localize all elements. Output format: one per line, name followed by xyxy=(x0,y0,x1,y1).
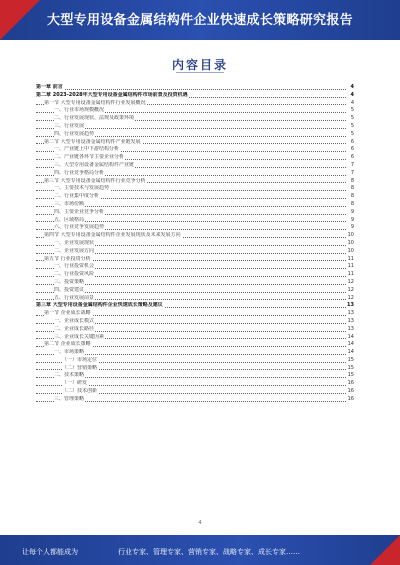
page-number: 4 xyxy=(198,520,202,526)
toc-entry-title: 一、产业链上中下游结构分析 xyxy=(54,146,120,153)
toc-entry[interactable] xyxy=(36,271,354,279)
toc-entry[interactable] xyxy=(36,279,354,287)
toc-entry-title: 三、大型专用设备金属结构件产业链 xyxy=(54,161,135,168)
toc-entry-title: （一）市场定位 xyxy=(62,356,98,363)
toc-entry-title: 三、管理策略 xyxy=(54,395,85,402)
toc-entry[interactable] xyxy=(36,201,354,209)
toc-entry[interactable] xyxy=(36,232,354,240)
toc-entry-title: 第一节 企业成长战略 xyxy=(44,310,91,317)
toc-entry[interactable] xyxy=(36,334,354,342)
toc-entry[interactable] xyxy=(36,295,354,303)
toc-entry[interactable] xyxy=(36,139,354,147)
toc-entry-page: 5 xyxy=(350,130,354,137)
toc-entry-page: 8 xyxy=(350,193,354,200)
toc-entry[interactable] xyxy=(36,396,354,404)
toc-entry-title: 四、投资建议 xyxy=(54,286,85,293)
toc-entry[interactable] xyxy=(36,131,354,139)
toc-entry-page: 5 xyxy=(350,107,354,114)
toc-entry[interactable] xyxy=(36,256,354,264)
toc-entry-title: 三、企业成长关键因素 xyxy=(54,333,105,340)
toc-entry[interactable] xyxy=(36,107,354,115)
toc-entry[interactable] xyxy=(36,365,354,373)
toc-entry-page: 13 xyxy=(347,317,354,324)
toc-entry-title: 第二章 2023-2028年大型专用设备金属结构件市场前景及投资机遇 xyxy=(36,91,188,98)
toc-entry-title: 四、行业竞争格局分析 xyxy=(54,169,105,176)
toc-entry-title: 一、企业发展现状 xyxy=(54,239,95,246)
toc-entry-title: 第一章 前言 xyxy=(36,84,63,90)
toc-entry[interactable] xyxy=(36,154,354,162)
toc-entry[interactable] xyxy=(36,357,354,365)
toc-entry-title: 第三章 大型专用设备金属结构件企业快速成长策略及建议 xyxy=(36,302,163,309)
toc-entry-page: 4 xyxy=(350,84,354,90)
toc-entry-title: 三、市场份额 xyxy=(54,200,85,207)
toc-entry-page: 8 xyxy=(350,200,354,207)
toc-entry-title: 一、主要技术与发展趋势 xyxy=(54,185,110,192)
toc-entry-title: 四、行业发展趋势 xyxy=(54,130,95,137)
toc-entry-title: 第一节 大型专用设备金属结构件行业发展概况 xyxy=(44,99,146,106)
toc-entry-page: 15 xyxy=(347,372,354,379)
toc-entry-title: 二、企业发展方向 xyxy=(54,247,95,254)
toc-heading: 内容目录 xyxy=(171,58,228,72)
toc-entry-title: 四、主要企业竞争分析 xyxy=(54,208,105,215)
toc-entry[interactable] xyxy=(36,193,354,201)
toc-entry-page: 10 xyxy=(347,239,354,246)
toc-entry-page: 12 xyxy=(347,286,354,293)
toc-entry[interactable] xyxy=(36,178,354,186)
toc-entry-title: 二、行业发展现状、法规及政策环境 xyxy=(54,115,135,122)
toc-entry[interactable] xyxy=(36,263,354,271)
toc-entry-page: 7 xyxy=(350,161,354,168)
toc-entry-page: 11 xyxy=(347,271,354,278)
toc-entry-page: 11 xyxy=(347,255,354,262)
toc-entry[interactable] xyxy=(36,287,354,295)
toc-entry-page: 8 xyxy=(350,177,354,184)
toc-entry-page: 10 xyxy=(347,232,354,239)
toc-entry-page: 5 xyxy=(350,122,354,129)
toc-entry-page: 6 xyxy=(350,138,354,145)
toc-entry-page: 9 xyxy=(350,224,354,231)
toc-entry-title: （一）研发 xyxy=(62,380,88,387)
toc-entry-title: 一、行业市场规模概况 xyxy=(54,107,105,114)
footer-accent-triangle xyxy=(370,535,400,565)
toc-entry-page: 13 xyxy=(347,310,354,317)
toc-entry[interactable] xyxy=(36,310,354,318)
toc-entry[interactable] xyxy=(36,318,354,326)
toc-entry-title: 第三节 大型专用设备金属结构件行业竞争分析 xyxy=(44,177,146,184)
toc-entry-title: 一、企业成长模式 xyxy=(54,317,95,324)
footer-slogan: 让每个人都能成为 xyxy=(22,548,78,556)
toc-entry-page: 6 xyxy=(350,154,354,161)
toc-entry-page: 16 xyxy=(347,388,354,395)
toc-entry-page: 7 xyxy=(350,169,354,176)
toc-entry-page: 12 xyxy=(347,294,354,301)
toc-entry-page: 4 xyxy=(350,91,354,98)
toc-entry[interactable] xyxy=(36,170,354,178)
report-title: 大型专用设备金属结构件企业快速成长策略研究报告 xyxy=(47,13,353,28)
toc-entry-page: 14 xyxy=(347,349,354,356)
toc-entry-page: 8 xyxy=(350,185,354,192)
toc-entry-title: 三、行业发展 xyxy=(54,122,85,129)
toc-entry-title: 一、市场策略 xyxy=(54,349,85,356)
toc-entry[interactable] xyxy=(36,217,354,225)
toc-entry[interactable] xyxy=(36,326,354,334)
toc-entry-title: （二）营销策略 xyxy=(62,364,98,371)
toc-entry[interactable] xyxy=(36,162,354,170)
toc-entry-page: 12 xyxy=(347,278,354,285)
footer-services: 行业专家、管理专家、营销专家、战略专家、成长专家…… xyxy=(118,548,300,556)
toc-entry-page: 9 xyxy=(350,216,354,223)
toc-entry-title: 二、企业成长路径 xyxy=(54,325,95,332)
toc-entry-page: 15 xyxy=(347,356,354,363)
heading-underline xyxy=(176,72,224,73)
toc-entry[interactable] xyxy=(36,209,354,217)
toc-entry-title: 第二节 企业成长策略 xyxy=(44,341,91,348)
toc-entry[interactable] xyxy=(36,146,354,154)
toc-entry-page: 14 xyxy=(347,341,354,348)
toc-entry[interactable] xyxy=(36,240,354,248)
toc-entry[interactable] xyxy=(36,100,354,108)
toc-entry-title: 第五节 行业投资分析 xyxy=(44,255,91,262)
toc-entry-page: 16 xyxy=(347,395,354,402)
toc-entry-title: 五、区域格局 xyxy=(54,216,85,223)
toc-entry-title: 一、行业投资机会 xyxy=(54,263,95,270)
toc-entry-page: 9 xyxy=(350,208,354,215)
toc-entry[interactable] xyxy=(36,224,354,232)
toc-entry-page: 4 xyxy=(350,99,354,106)
toc-entry[interactable] xyxy=(36,349,354,357)
toc-entry-title: 六、行业竞争发展趋势 xyxy=(54,224,105,231)
toc-entry-title: 三、投资策略 xyxy=(54,278,85,285)
toc-entry-page: 10 xyxy=(347,247,354,254)
toc-entry-title: 二、技术策略 xyxy=(54,372,85,379)
toc-entry[interactable] xyxy=(36,115,354,123)
toc-entry[interactable] xyxy=(36,388,354,396)
toc-entry[interactable] xyxy=(36,185,354,193)
toc-entry-title: 二、行业投资风险 xyxy=(54,271,95,278)
toc-entry-title: 第二节 大型专用设备金属结构件产业链发展 xyxy=(44,138,141,145)
toc-entry[interactable] xyxy=(36,302,354,310)
toc-entry[interactable] xyxy=(36,92,354,100)
toc-entry[interactable] xyxy=(36,380,354,388)
toc-entry[interactable] xyxy=(36,248,354,256)
toc-entry-title: 二、行业集中度分析 xyxy=(54,193,100,200)
toc-entry-page: 16 xyxy=(347,380,354,387)
toc-entry-title: （二）技术创新 xyxy=(62,388,98,395)
toc-leader-dots xyxy=(36,89,346,90)
toc-entry[interactable] xyxy=(36,84,354,92)
toc-entry-title: 五、行业发展前景 xyxy=(54,294,95,301)
toc-entry[interactable] xyxy=(36,372,354,380)
table-of-contents xyxy=(36,84,354,404)
toc-entry-page: 11 xyxy=(347,263,354,270)
toc-entry-page: 5 xyxy=(350,115,354,122)
toc-entry-page: 13 xyxy=(347,302,354,309)
toc-entry-page: 15 xyxy=(347,364,354,371)
toc-entry-page: 14 xyxy=(347,333,354,340)
toc-entry-page: 13 xyxy=(347,325,354,332)
toc-entry-title: 二、产业链各环节主要企业分析 xyxy=(54,154,125,161)
toc-entry[interactable] xyxy=(36,341,354,349)
toc-entry-title: 第四节 大型专用设备金属结构件企业发展现状及未来发展方向 xyxy=(44,232,181,239)
toc-entry-page: 6 xyxy=(350,146,354,153)
toc-entry[interactable] xyxy=(36,123,354,131)
